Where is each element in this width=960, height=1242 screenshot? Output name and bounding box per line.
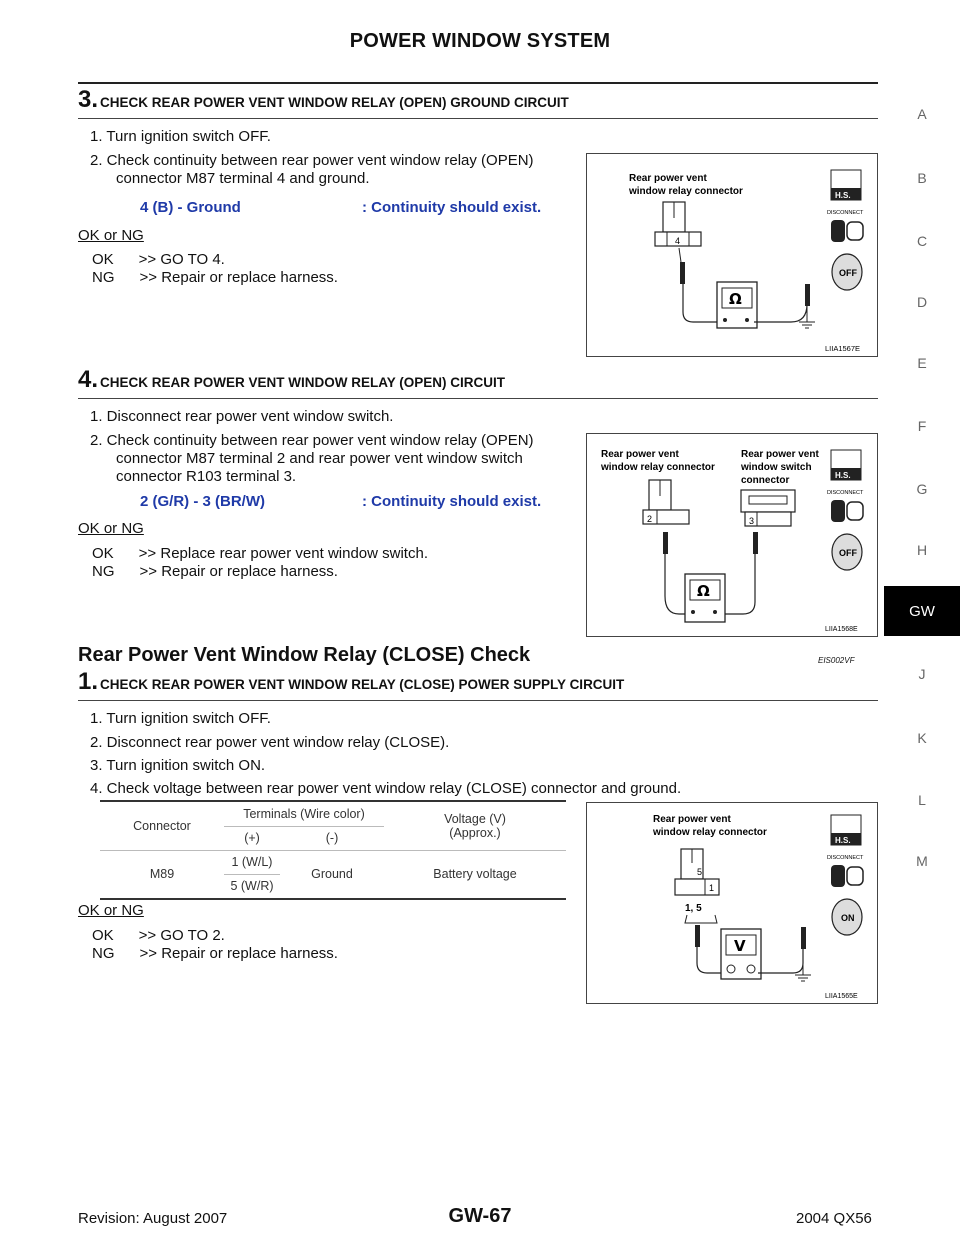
side-index-f[interactable]: F <box>917 418 927 434</box>
svg-text:ON: ON <box>841 913 855 923</box>
terminal-label: 3 <box>749 516 755 526</box>
step-1-heading <box>78 668 878 696</box>
step-number: 3. <box>78 86 99 113</box>
figure-label: window relay connector <box>601 462 715 473</box>
ok-result: OK >> Replace rear power vent window switch. <box>92 545 428 562</box>
figure-code: LIIA1568E <box>825 626 858 633</box>
hs-icon <box>831 170 861 200</box>
instruction: 2. Check continuity between rear power vent window relay (OPEN) <box>90 432 534 449</box>
step-rule <box>78 700 878 701</box>
ignition-off-icon <box>832 534 862 570</box>
instruction: 1. Turn ignition switch OFF. <box>90 710 271 727</box>
ohmmeter-symbol: Ω <box>697 582 710 600</box>
figure-label: Rear power vent <box>653 814 731 825</box>
terminal-label: 2 <box>647 514 653 524</box>
section-title: Rear Power Vent Window Relay (CLOSE) Check <box>78 644 531 666</box>
figure-code: LIIA1565E <box>825 993 858 1000</box>
side-index-e[interactable]: E <box>917 355 927 371</box>
table-bottom-rule <box>100 898 566 900</box>
step-number: 4. <box>78 366 99 393</box>
table-header-terminals: Terminals (Wire color) <box>224 802 384 826</box>
figure-label: Rear power vent <box>741 449 819 460</box>
figure-label: window switch <box>741 462 812 473</box>
table-cell-terminal: 1 (W/L) <box>224 850 280 874</box>
voltage-table-wrap <box>100 800 566 899</box>
voltage-table <box>100 802 566 899</box>
step-4-heading <box>78 366 878 394</box>
terminals-label: 1, 5 <box>685 903 702 914</box>
side-index-g[interactable]: G <box>916 481 928 497</box>
terminal-label: 4 <box>675 236 681 246</box>
disconnect-icon <box>831 220 863 242</box>
instruction: connector M87 terminal 2 and rear power vent window switch <box>116 450 523 467</box>
side-index-a[interactable]: A <box>917 106 927 122</box>
ignition-off-icon <box>832 254 862 290</box>
instruction: 3. Turn ignition switch ON. <box>90 757 266 774</box>
spec-result: : Continuity should exist. <box>362 199 542 216</box>
ok-ng-label: OK or NG <box>78 520 144 537</box>
footer-model: 2004 QX56 <box>796 1210 872 1227</box>
step-rule <box>78 398 878 399</box>
step-number: 1. <box>78 668 99 695</box>
instruction: connector M87 terminal 4 and ground. <box>116 170 370 187</box>
disconnect-icon <box>831 865 863 887</box>
step-title: CHECK REAR POWER VENT WINDOW RELAY (OPEN) CIRCUIT <box>100 375 506 390</box>
svg-text:H.S.: H.S. <box>835 471 851 480</box>
instruction: connector R103 terminal 3. <box>116 468 297 485</box>
spec-terminals: 4 (B) - Ground <box>140 199 241 216</box>
figure-label: window relay connector <box>653 827 767 838</box>
ok-result: OK >> GO TO 2. <box>92 927 225 944</box>
step-title: CHECK REAR POWER VENT WINDOW RELAY (OPEN) GROUND CIRCUIT <box>100 95 569 110</box>
ng-result: NG >> Repair or replace harness. <box>92 269 338 286</box>
ignition-on-icon <box>832 899 862 935</box>
ng-result: NG >> Repair or replace harness. <box>92 563 338 580</box>
figure-label: Rear power vent <box>601 449 679 460</box>
section-code: EIS002VF <box>818 656 855 665</box>
table-header-plus: (+) <box>224 826 280 850</box>
disconnect-icon-label: DISCONNECT <box>827 210 864 216</box>
spec-terminals: 2 (G/R) - 3 (BR/W) <box>140 493 265 510</box>
instruction: 1. Turn ignition switch OFF. <box>90 128 271 145</box>
instruction: 4. Check voltage between rear power vent window relay (CLOSE) connector and ground. <box>90 780 682 797</box>
side-index-m[interactable]: M <box>916 853 928 869</box>
voltage-header-line: Voltage (V) <box>444 811 506 826</box>
voltmeter-symbol: V <box>734 937 746 955</box>
figure-liia1565e <box>586 802 878 1004</box>
disconnect-icon <box>831 500 863 522</box>
side-index-h[interactable]: H <box>916 542 928 558</box>
ok-result: OK >> GO TO 4. <box>92 251 225 268</box>
ng-result: NG >> Repair or replace harness. <box>92 945 338 962</box>
svg-text:H.S.: H.S. <box>835 836 851 845</box>
table-cell-ground: Ground <box>280 850 384 898</box>
ohmmeter-symbol: Ω <box>729 290 742 308</box>
disconnect-icon-label: DISCONNECT <box>827 855 864 861</box>
page-number: GW-67 <box>448 1205 512 1227</box>
terminal-label: 5 <box>697 867 703 877</box>
spec-result: : Continuity should exist. <box>362 493 542 510</box>
side-index-j[interactable]: J <box>918 666 926 682</box>
step-rule <box>78 118 878 119</box>
table-header-minus: (-) <box>280 826 384 850</box>
svg-text:OFF: OFF <box>839 548 857 558</box>
side-index-b[interactable]: B <box>917 170 927 186</box>
side-index-l[interactable]: L <box>918 792 926 808</box>
side-index-gw-active[interactable]: GW <box>884 586 960 636</box>
figure-label: Rear power vent <box>629 173 707 184</box>
figure-code: LIIA1567E <box>825 344 861 353</box>
disconnect-icon-label: DISCONNECT <box>827 490 864 496</box>
step-title: CHECK REAR POWER VENT WINDOW RELAY (CLOSE) POWER SUPPLY CIRCUIT <box>100 677 625 692</box>
figure-liia1567e <box>586 153 878 357</box>
table-header-connector: Connector <box>100 802 224 850</box>
ok-ng-label: OK or NG <box>78 227 144 244</box>
table-cell-connector: M89 <box>100 850 224 898</box>
svg-text:H.S.: H.S. <box>835 191 851 200</box>
figure-label: window relay connector <box>629 186 743 197</box>
table-cell-voltage: Battery voltage <box>384 850 566 898</box>
ok-ng-label: OK or NG <box>78 902 144 919</box>
hs-icon <box>831 815 861 845</box>
svg-text:OFF: OFF <box>839 268 857 278</box>
side-index-k[interactable]: K <box>917 730 927 746</box>
side-index-c[interactable]: C <box>916 233 928 249</box>
instruction: 2. Check continuity between rear power vent window relay (OPEN) <box>90 152 534 169</box>
page-title: POWER WINDOW SYSTEM <box>349 30 611 52</box>
instruction: 2. Disconnect rear power vent window relay (CLOSE). <box>90 734 450 751</box>
table-cell-terminal: 5 (W/R) <box>224 874 280 898</box>
figure-liia1568e <box>586 433 878 637</box>
side-index-d[interactable]: D <box>916 294 928 310</box>
figure-label: connector <box>741 475 790 486</box>
voltage-header-line: (Approx.) <box>449 825 501 840</box>
footer-revision: Revision: August 2007 <box>78 1210 228 1227</box>
terminal-label: 1 <box>709 883 715 893</box>
table-header-voltage <box>384 802 566 850</box>
header-rule <box>78 82 878 84</box>
step-3-heading <box>78 86 878 114</box>
instruction: 1. Disconnect rear power vent window switch. <box>90 408 394 425</box>
hs-icon <box>831 450 861 480</box>
